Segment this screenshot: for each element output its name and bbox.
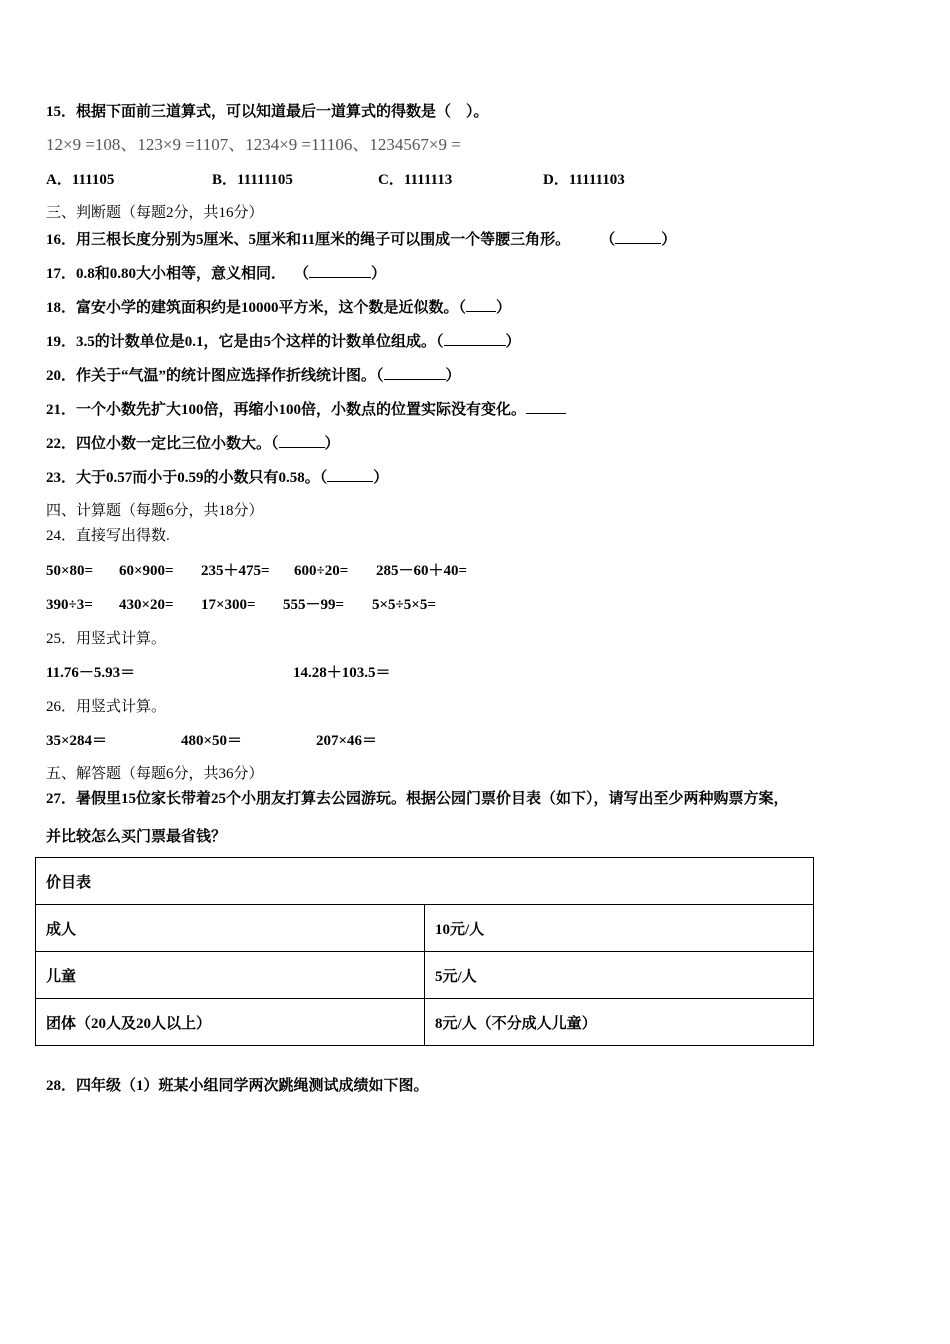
q22 [46, 433, 340, 453]
calc-item: 285－60＋40= [376, 563, 468, 579]
price-table [35, 857, 814, 1046]
table-cell: 团体（20人及20人以上） [36, 999, 425, 1046]
table-cell: 儿童 [36, 952, 425, 999]
answer-blank[interactable] [327, 467, 373, 482]
q24-text: 24．直接写出得数. [46, 528, 170, 544]
price-table-title: 价目表 [36, 858, 814, 905]
q20 [46, 365, 461, 385]
q21-text: 21．一个小数先扩大100倍，再缩小100倍，小数点的位置实际没有变化。 [46, 402, 527, 418]
table-cell: 成人 [36, 905, 425, 952]
q16-text: 16．用三根长度分别为5厘米、5厘米和11厘米的绳子可以围成一个等腰三角形。 [46, 232, 571, 248]
calc-item: 60×900= [119, 563, 174, 579]
q15-formula: 12×9 =108、123×9 =1107、1234×9 =11106、1234567×9 = [46, 135, 461, 154]
answer-blank[interactable] [444, 331, 506, 346]
paren-open: （ [436, 334, 444, 350]
table-cell: 8元/人（不分成人儿童） [425, 999, 814, 1046]
answer-blank[interactable] [615, 229, 661, 244]
calc-item: 390÷3= [46, 597, 93, 613]
paren-close: ） [324, 436, 340, 452]
q17-text: 17．0.8和0.80大小相等，意义相同． [46, 266, 287, 282]
table-cell: 10元/人 [425, 905, 814, 952]
q27-line1: 27．暑假里15位家长带着25个小朋友打算去公园游玩。根据公园门票价目表（如下），请写出至少两种购票方案， [46, 791, 789, 807]
table-cell: 5元/人 [425, 952, 814, 999]
section-4-title: 四、计算题（每题6分，共18分） [46, 503, 264, 519]
q23 [46, 467, 388, 487]
q19 [46, 331, 521, 351]
table-row [36, 952, 814, 999]
q20-text: 20．作关于“气温”的统计图应选择作折线统计图。 [46, 368, 377, 384]
calc-item: 17×300= [201, 597, 256, 613]
paren-open: （ [600, 232, 616, 248]
section-3-title: 三、判断题（每题2分，共16分） [46, 205, 264, 221]
q15-option-a: A．111105 [46, 172, 115, 188]
q16 [46, 229, 676, 249]
table-row [36, 999, 814, 1046]
paren-open: （ [376, 368, 384, 384]
calc-item: 235＋475= [201, 563, 270, 579]
paren-close: ） [445, 368, 461, 384]
paren-close: ） [496, 300, 512, 316]
q15-option-c: C．1111113 [378, 172, 453, 188]
answer-blank[interactable] [384, 365, 446, 380]
q19-text: 19．3.5的计数单位是0.1，它是由5个这样的计数单位组成。 [46, 334, 437, 350]
paren-close: ） [661, 232, 677, 248]
paren-open: （ [319, 470, 328, 486]
q15-text: 15．根据下面前三道算式，可以知道最后一道算式的得数是（ ）。 [46, 104, 489, 120]
q17 [46, 263, 386, 283]
q25-text: 25．用竖式计算。 [46, 631, 167, 647]
vertical-calc-item: 207×46＝ [316, 733, 378, 749]
paren-open: （ [294, 266, 310, 282]
paren-open: （ [458, 300, 467, 316]
paren-close: ） [505, 334, 521, 350]
calc-item: 600÷20= [294, 563, 349, 579]
calc-item: 5×5÷5×5= [372, 597, 436, 613]
q28-text: 28．四年级（1）班某小组同学两次跳绳测试成绩如下图。 [46, 1078, 429, 1094]
calc-item: 555－99= [283, 597, 345, 613]
vertical-calc-item: 11.76－5.93＝ [46, 665, 136, 681]
paren-close: ） [373, 470, 389, 486]
q21 [46, 399, 566, 419]
answer-blank[interactable] [279, 433, 325, 448]
paren-close: ） [371, 266, 387, 282]
section-5-title: 五、解答题（每题6分，共36分） [46, 766, 264, 782]
vertical-calc-item: 35×284＝ [46, 733, 108, 749]
vertical-calc-item: 480×50＝ [181, 733, 243, 749]
calc-item: 50×80= [46, 563, 94, 579]
q26-text: 26．用竖式计算。 [46, 699, 167, 715]
q18 [46, 297, 511, 317]
table-row [36, 905, 814, 952]
vertical-calc-item: 14.28＋103.5＝ [293, 665, 391, 681]
q15-option-b: B．11111105 [212, 172, 293, 188]
q23-text: 23．大于0.57而小于0.59的小数只有0.58。 [46, 470, 320, 486]
answer-blank[interactable] [526, 399, 566, 414]
q18-text: 18．富安小学的建筑面积约是10000平方米，这个数是近似数。 [46, 300, 459, 316]
paren-open: （ [271, 436, 279, 452]
answer-blank[interactable] [466, 297, 496, 312]
answer-blank[interactable] [309, 263, 371, 278]
calc-item: 430×20= [119, 597, 174, 613]
q27-line2: 并比较怎么买门票最省钱？ [46, 829, 227, 845]
q15-option-d: D．11111103 [543, 172, 625, 188]
q22-text: 22．四位小数一定比三位小数大。 [46, 436, 272, 452]
